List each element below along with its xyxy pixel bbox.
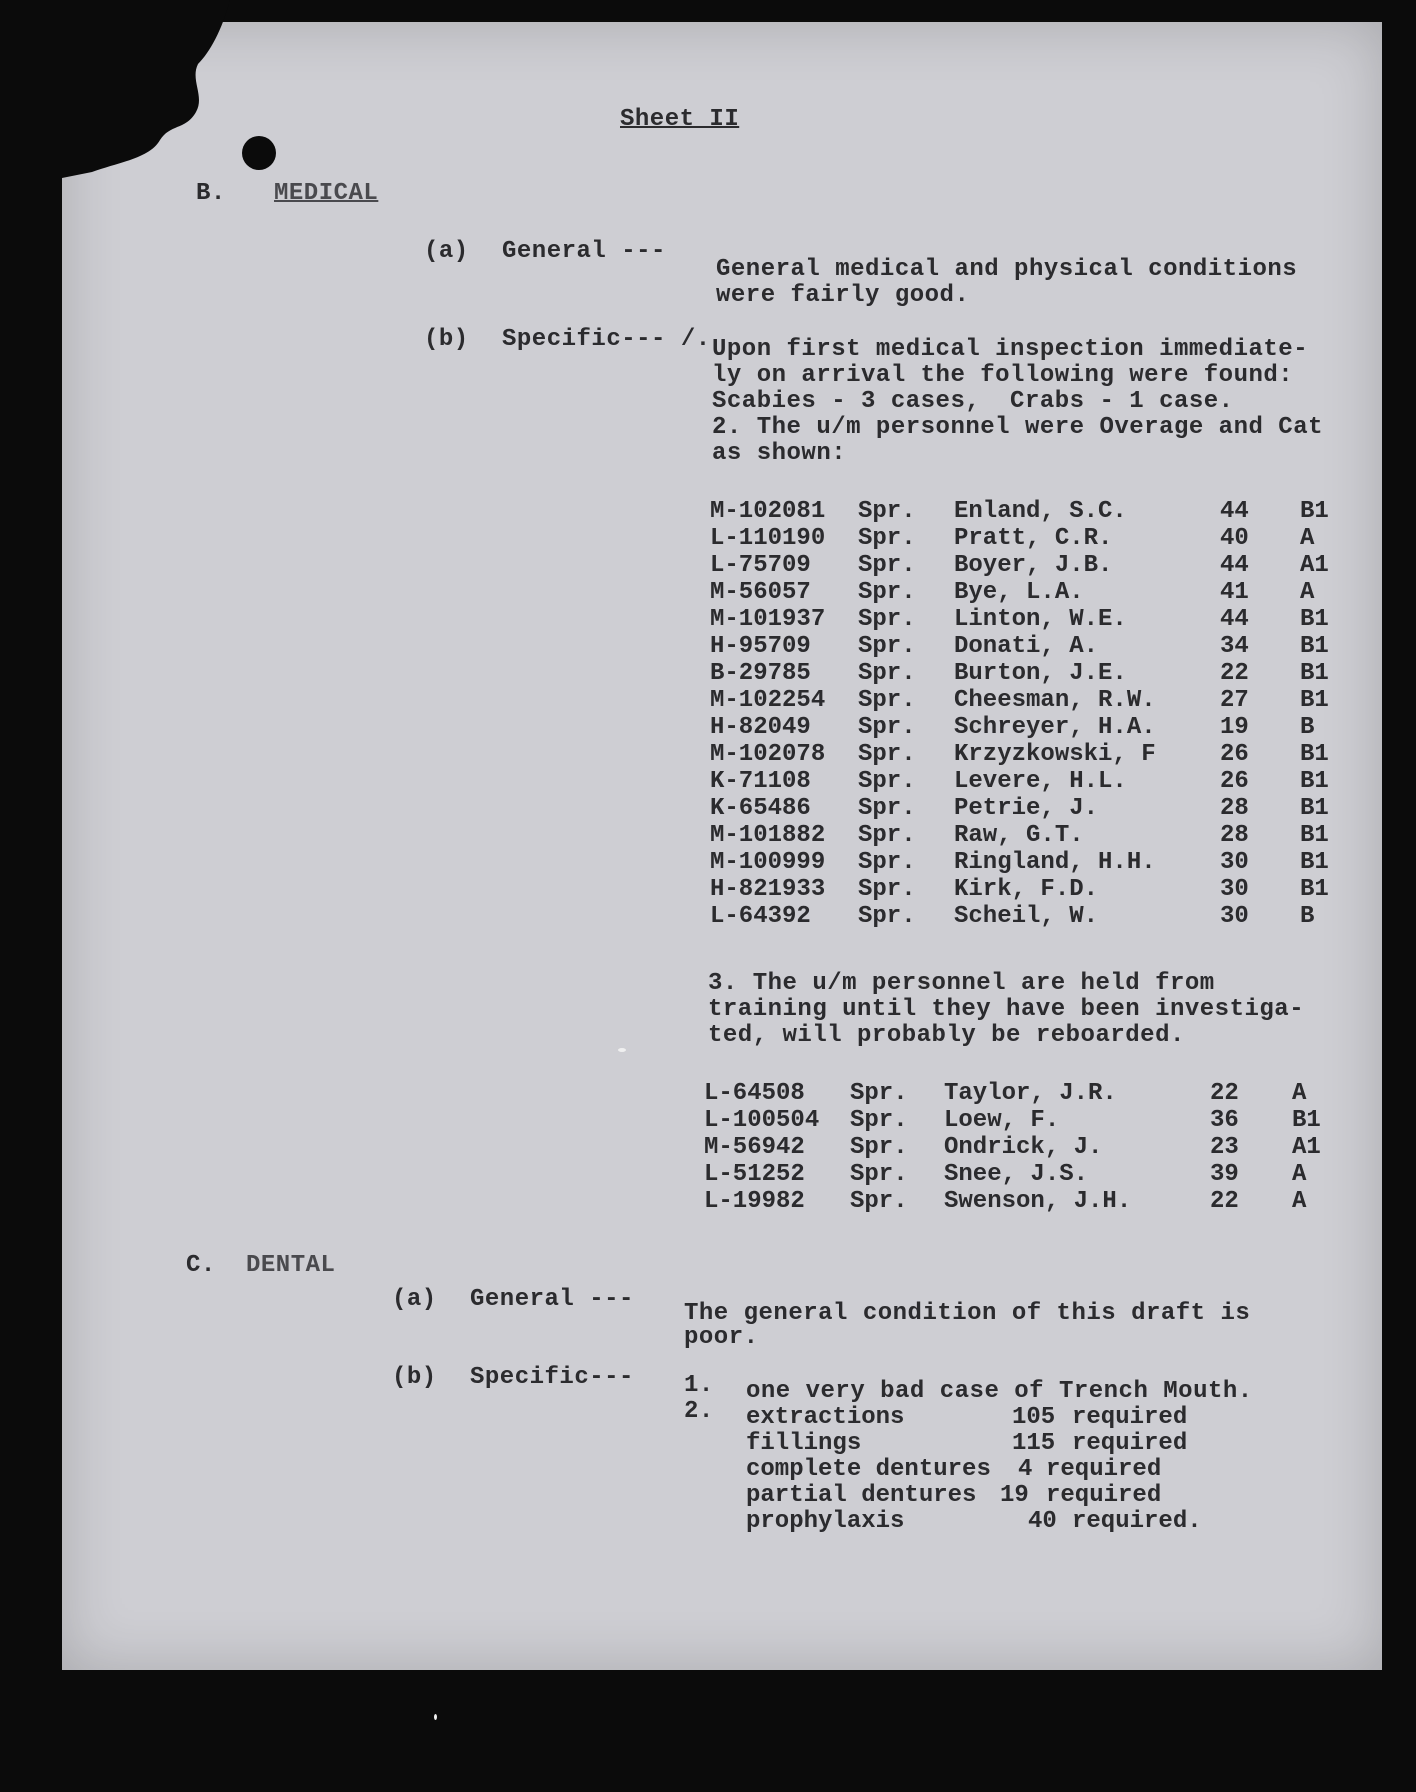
rank: Spr. (858, 687, 916, 714)
rank: Spr. (858, 660, 916, 687)
category: B1 (1300, 876, 1329, 903)
rank: Spr. (858, 795, 916, 822)
dust-speck (434, 1714, 437, 1720)
regimental-number: L-64508 (704, 1080, 805, 1107)
category: A1 (1300, 552, 1329, 579)
age: 26 (1220, 768, 1249, 795)
name: Cheesman, R.W. (954, 687, 1156, 714)
section-letter-medical: B. (196, 180, 226, 207)
category: B1 (1300, 498, 1329, 525)
note: required (1046, 1482, 1162, 1509)
category: A1 (1292, 1134, 1321, 1161)
name: Ringland, H.H. (954, 849, 1156, 876)
regimental-number: M-101937 (710, 606, 826, 633)
rank: Spr. (858, 606, 916, 633)
regimental-number: L-75709 (710, 552, 811, 579)
held-text-line-2: training until they have been investiga- (708, 996, 1305, 1023)
name: Taylor, J.R. (944, 1080, 1117, 1107)
rank: Spr. (858, 849, 916, 876)
age: 22 (1210, 1188, 1239, 1215)
age: 23 (1210, 1134, 1239, 1161)
note: required (1046, 1456, 1162, 1483)
medical-general-title: General --- (502, 238, 666, 265)
regimental-number: M-56057 (710, 579, 811, 606)
regimental-number: K-65486 (710, 795, 811, 822)
regimental-number: L-100504 (704, 1107, 820, 1134)
age: 44 (1220, 552, 1249, 579)
rank: Spr. (850, 1107, 908, 1134)
note: required (1072, 1430, 1188, 1457)
age: 30 (1220, 903, 1249, 930)
category: B (1300, 903, 1315, 930)
name: Scheil, W. (954, 903, 1099, 930)
category: B1 (1300, 687, 1329, 714)
dental-specific-label: (b) (392, 1364, 437, 1391)
treatment: partial dentures (746, 1482, 977, 1509)
name: Raw, G.T. (954, 822, 1084, 849)
rank: Spr. (858, 552, 916, 579)
rank: Spr. (850, 1188, 908, 1215)
punch-hole (242, 136, 276, 170)
name: Levere, H.L. (954, 768, 1127, 795)
medical-specific-line-1: Upon first medical inspection immediate- (712, 336, 1309, 363)
rank: Spr. (850, 1161, 908, 1188)
medical-general-line-2: were fairly good. (716, 282, 970, 309)
name: Donati, A. (954, 633, 1099, 660)
section-heading-dental: DENTAL (246, 1252, 336, 1279)
age: 28 (1220, 795, 1249, 822)
age: 19 (1220, 714, 1249, 741)
treatment: fillings (746, 1430, 862, 1457)
rank: Spr. (858, 579, 916, 606)
rank: Spr. (858, 741, 916, 768)
rank: Spr. (858, 633, 916, 660)
category: A (1300, 579, 1315, 606)
treatment: prophylaxis (746, 1508, 905, 1535)
medical-specific-title: Specific--- /. (502, 326, 711, 353)
category: B1 (1300, 741, 1329, 768)
regimental-number: H-95709 (710, 633, 811, 660)
held-text-line-1: 3. The u/m personnel are held from (708, 970, 1215, 997)
rank: Spr. (858, 876, 916, 903)
rank: Spr. (858, 768, 916, 795)
regimental-number: L-19982 (704, 1188, 805, 1215)
regimental-number: L-110190 (710, 525, 826, 552)
category: B1 (1300, 795, 1329, 822)
age: 34 (1220, 633, 1249, 660)
age: 28 (1220, 822, 1249, 849)
count: 40 (1028, 1508, 1057, 1535)
age: 44 (1220, 606, 1249, 633)
age: 22 (1220, 660, 1249, 687)
held-text-line-3: ted, will probably be reboarded. (708, 1022, 1185, 1049)
treatment: complete dentures (746, 1456, 991, 1483)
age: 36 (1210, 1107, 1239, 1134)
regimental-number: L-64392 (710, 903, 811, 930)
age: 30 (1220, 849, 1249, 876)
age: 40 (1220, 525, 1249, 552)
medical-specific-line-2: ly on arrival the following were found: (712, 362, 1294, 389)
dental-specific-title: Specific--- (470, 1364, 634, 1391)
rank: Spr. (858, 498, 916, 525)
name: Boyer, J.B. (954, 552, 1113, 579)
regimental-number: L-51252 (704, 1161, 805, 1188)
regimental-number: M-102081 (710, 498, 826, 525)
category: B1 (1300, 606, 1329, 633)
category: B1 (1300, 633, 1329, 660)
dental-general-line-2: poor. (684, 1324, 759, 1351)
name: Linton, W.E. (954, 606, 1127, 633)
name: Krzyzkowski, F (954, 741, 1156, 768)
category: B1 (1300, 768, 1329, 795)
category: B1 (1300, 822, 1329, 849)
category: A (1292, 1080, 1307, 1107)
scratch-mark (618, 1048, 626, 1052)
regimental-number: M-102078 (710, 741, 826, 768)
category: A (1292, 1188, 1307, 1215)
section-heading-medical: MEDICAL (274, 180, 379, 207)
torn-corner (0, 0, 260, 200)
rank: Spr. (850, 1134, 908, 1161)
regimental-number: M-100999 (710, 849, 826, 876)
regimental-number: H-82049 (710, 714, 811, 741)
name: Swenson, J.H. (944, 1188, 1132, 1215)
regimental-number: K-71108 (710, 768, 811, 795)
name: Petrie, J. (954, 795, 1099, 822)
name: Schreyer, H.A. (954, 714, 1156, 741)
sheet-title: Sheet II (620, 106, 740, 133)
age: 39 (1210, 1161, 1239, 1188)
name: Enland, S.C. (954, 498, 1127, 525)
rank: Spr. (858, 822, 916, 849)
category: B (1300, 714, 1315, 741)
rank: Spr. (850, 1080, 908, 1107)
dental-general-line-1: The general condition of this draft is (684, 1300, 1251, 1327)
name: Loew, F. (944, 1107, 1060, 1134)
age: 30 (1220, 876, 1249, 903)
regimental-number: M-56942 (704, 1134, 805, 1161)
count: 19 (1000, 1482, 1029, 1509)
rank: Spr. (858, 525, 916, 552)
name: Pratt, C.R. (954, 525, 1113, 552)
regimental-number: M-101882 (710, 822, 826, 849)
dental-general-title: General --- (470, 1286, 634, 1313)
count: 115 (1012, 1430, 1056, 1457)
medical-specific-line-3: Scabies - 3 cases, Crabs - 1 case. (712, 388, 1234, 415)
note: required. (1072, 1508, 1202, 1535)
age: 27 (1220, 687, 1249, 714)
treatment: extractions (746, 1404, 905, 1431)
name: Ondrick, J. (944, 1134, 1103, 1161)
section-letter-dental: C. (186, 1252, 216, 1279)
dental-item-1-number: 1. (684, 1372, 714, 1399)
name: Bye, L.A. (954, 579, 1084, 606)
age: 44 (1220, 498, 1249, 525)
count: 4 (1018, 1456, 1033, 1483)
category: A (1300, 525, 1315, 552)
category: B1 (1300, 660, 1329, 687)
age: 26 (1220, 741, 1249, 768)
medical-general-line-1: General medical and physical conditions (716, 256, 1298, 283)
name: Kirk, F.D. (954, 876, 1099, 903)
medical-specific-line-4: 2. The u/m personnel were Overage and Cat (712, 414, 1323, 441)
rank: Spr. (858, 903, 916, 930)
category: A (1292, 1161, 1307, 1188)
medical-specific-label: (b) (424, 326, 469, 353)
dental-item-2-number: 2. (684, 1398, 714, 1425)
age: 22 (1210, 1080, 1239, 1107)
medical-specific-line-5: as shown: (712, 440, 847, 467)
note: required (1072, 1404, 1188, 1431)
regimental-number: M-102254 (710, 687, 826, 714)
age: 41 (1220, 579, 1249, 606)
category: B1 (1292, 1107, 1321, 1134)
regimental-number: H-821933 (710, 876, 826, 903)
rank: Spr. (858, 714, 916, 741)
category: B1 (1300, 849, 1329, 876)
count: 105 (1012, 1404, 1056, 1431)
name: Snee, J.S. (944, 1161, 1089, 1188)
dental-general-label: (a) (392, 1286, 437, 1313)
dental-item-1-text: one very bad case of Trench Mouth. (746, 1378, 1253, 1405)
medical-general-label: (a) (424, 238, 469, 265)
name: Burton, J.E. (954, 660, 1127, 687)
regimental-number: B-29785 (710, 660, 811, 687)
